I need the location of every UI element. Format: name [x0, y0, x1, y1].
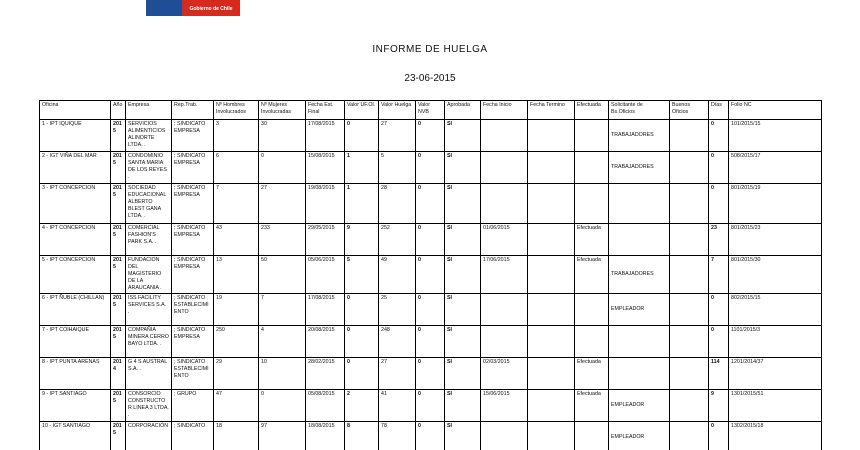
table-cell: 78 — [379, 422, 416, 450]
table-cell: 43 — [214, 224, 259, 256]
table-cell — [481, 184, 528, 224]
table-cell: 5 - IPT CONCEPCION — [40, 256, 111, 294]
table-row — [40, 422, 822, 450]
table-cell — [528, 294, 575, 326]
table-cell: 1101/2015/3 — [729, 326, 822, 358]
table-cell: EMPLEADOR — [609, 422, 670, 450]
table-cell — [670, 256, 709, 294]
table-cell: TRABAJADORES — [609, 256, 670, 294]
table-cell: 1201/2014/37 — [729, 358, 822, 390]
table-cell: 02/03/2015 — [481, 358, 528, 390]
column-header: Valor Huelga — [379, 101, 416, 120]
table-cell: 3 - IPT CONCEPCION — [40, 184, 111, 224]
table-cell: 30 — [259, 120, 306, 152]
table-row — [40, 184, 822, 224]
table-cell: 0 — [416, 294, 445, 326]
table-cell: 17/08/2015 — [306, 294, 345, 326]
table-row — [40, 294, 822, 326]
table-cell: ; GRUPO — [172, 390, 214, 422]
table-cell: 0 — [345, 294, 379, 326]
column-header: Empresa — [126, 101, 172, 120]
table-cell: 47 — [214, 390, 259, 422]
table-cell: 0 — [709, 120, 729, 152]
table-cell: 3 — [214, 120, 259, 152]
table-cell — [575, 422, 609, 450]
table-cell: 19/08/2015 — [306, 184, 345, 224]
table-cell: ISS FACILITY SERVICES S.A. . — [126, 294, 172, 326]
table-cell: 0 — [259, 390, 306, 422]
table-cell: SOCIEDAD EDUCACIONAL ALBERTO BLEST GANA LTDA. . — [126, 184, 172, 224]
table-cell: 4 - IPT CONCEPCION — [40, 224, 111, 256]
table-cell: 0 — [416, 224, 445, 256]
table-cell — [609, 358, 670, 390]
table-cell: SI — [445, 224, 481, 256]
table-cell: 252 — [379, 224, 416, 256]
table-cell — [670, 358, 709, 390]
table-cell: 2015 — [111, 120, 126, 152]
table-cell: 0 — [416, 326, 445, 358]
table-cell — [575, 326, 609, 358]
table-cell — [528, 184, 575, 224]
table-cell — [575, 184, 609, 224]
table-cell: 29 — [214, 358, 259, 390]
table-cell: Efectuada — [575, 224, 609, 256]
table-cell: SERVICIOS ALIMENTICIOS ALINORTE LTDA. . — [126, 120, 172, 152]
table-cell: 2015 — [111, 326, 126, 358]
table-cell: 05/06/2015 — [306, 256, 345, 294]
table-cell: 0 — [709, 326, 729, 358]
table-cell: 27 — [259, 184, 306, 224]
table-cell: 0 — [416, 184, 445, 224]
column-header: Solicitante de Bs.Oficios — [609, 101, 670, 120]
column-header: Valor NVB — [416, 101, 445, 120]
table-cell: 801/2015/30 — [729, 256, 822, 294]
table-cell: 29/05/2015 — [306, 224, 345, 256]
table-cell: 8 — [345, 422, 379, 450]
table-cell: 801/2015/23 — [729, 224, 822, 256]
table-cell: G 4 S AUSTRAL S.A. . — [126, 358, 172, 390]
table-cell: 0 — [416, 390, 445, 422]
table-cell: 250 — [214, 326, 259, 358]
logo-blue-block — [146, 0, 182, 16]
gobierno-de-chile-logo — [146, 0, 240, 16]
table-cell — [481, 294, 528, 326]
table-cell: EMPLEADOR — [609, 390, 670, 422]
table-header-row — [40, 101, 822, 120]
table-cell: ; SINDICATO ESTABLECIMIENTO — [172, 294, 214, 326]
table-cell: 19 — [214, 294, 259, 326]
table-row — [40, 358, 822, 390]
table-cell: ; SINDICATO EMPRESA — [172, 184, 214, 224]
table-cell: 1301/2015/51 — [729, 390, 822, 422]
table-cell: 15/06/2015 — [481, 390, 528, 422]
table-cell: 49 — [379, 256, 416, 294]
table-cell — [528, 422, 575, 450]
table-cell: 0 — [709, 152, 729, 184]
table-cell: ; SINDICATO EMPRESA — [172, 152, 214, 184]
table-cell: 9 — [709, 390, 729, 422]
table-cell — [575, 294, 609, 326]
table-cell: 0 — [416, 256, 445, 294]
table-cell: COMPAÑIA MINERA CERRO BAYO LTDA. . — [126, 326, 172, 358]
table-cell — [575, 152, 609, 184]
table-cell: Efectuada — [575, 358, 609, 390]
table-cell: 0 — [709, 294, 729, 326]
table-cell: 101/2015/15 — [729, 120, 822, 152]
table-cell: SI — [445, 422, 481, 450]
column-header: Efectuada — [575, 101, 609, 120]
table-cell: 7 — [709, 256, 729, 294]
table-cell: 97 — [259, 422, 306, 450]
column-header: Oficina — [40, 101, 111, 120]
table-cell — [528, 256, 575, 294]
column-header: Folio NC — [729, 101, 822, 120]
table-cell — [670, 422, 709, 450]
table-cell: 0 — [345, 120, 379, 152]
column-header: Año — [111, 101, 126, 120]
table-cell: 9 - IPT SANTIAGO — [40, 390, 111, 422]
table-cell: 0 — [416, 358, 445, 390]
table-cell: ; SINDICATO — [172, 422, 214, 450]
strike-report-table — [39, 100, 822, 450]
table-cell — [481, 422, 528, 450]
table-row — [40, 390, 822, 422]
table-cell: COMERCIAL FASHION'S PARK S.A. . — [126, 224, 172, 256]
table-cell: 6 — [214, 152, 259, 184]
column-header: Nº Hombres Involucrados — [214, 101, 259, 120]
table-row — [40, 224, 822, 256]
table-cell: 7 — [259, 294, 306, 326]
table-cell — [670, 294, 709, 326]
table-cell: 10 - IGT SANTIAGO — [40, 422, 111, 450]
table-cell — [609, 224, 670, 256]
column-header: Nº Mujeres Involucradas — [259, 101, 306, 120]
table-cell: 28/02/2015 — [306, 358, 345, 390]
table-cell: 801/2015/19 — [729, 184, 822, 224]
table-cell — [528, 152, 575, 184]
table-cell — [670, 390, 709, 422]
table-cell: 18 — [214, 422, 259, 450]
table-cell: SI — [445, 358, 481, 390]
logo-red-block — [182, 0, 240, 16]
table-cell: 17/06/2015 — [481, 256, 528, 294]
table-cell: 28 — [379, 184, 416, 224]
table-cell: 0 — [416, 152, 445, 184]
table-cell — [670, 224, 709, 256]
table-cell — [481, 152, 528, 184]
table-cell: 7 - IPT COIHAIQUE — [40, 326, 111, 358]
column-header: Aprobada — [445, 101, 481, 120]
table-cell — [528, 358, 575, 390]
table-cell: CONSORCIO CONSTRUCTOR LINEA 3 LTDA. . — [126, 390, 172, 422]
table-cell: 0 — [416, 422, 445, 450]
table-cell: 802/2015/15 — [729, 294, 822, 326]
table-cell: 233 — [259, 224, 306, 256]
table-cell: 15/08/2015 — [306, 152, 345, 184]
column-header: Días — [709, 101, 729, 120]
table-cell: SI — [445, 256, 481, 294]
table-cell: ; SINDICATO EMPRESA — [172, 256, 214, 294]
report-date: 23-06-2015 — [404, 73, 456, 84]
table-cell: 18/08/2015 — [306, 422, 345, 450]
table-cell: CONDOMINIO SANTA MARIA DE LOS REYES . — [126, 152, 172, 184]
table-cell — [528, 120, 575, 152]
table-cell: 27 — [379, 120, 416, 152]
table-cell — [528, 224, 575, 256]
table-cell: 5 — [379, 152, 416, 184]
table-cell: 2 — [345, 390, 379, 422]
table-cell: TRABAJADORES — [609, 152, 670, 184]
table-cell: 41 — [379, 390, 416, 422]
table-cell: SI — [445, 152, 481, 184]
table-cell: Efectuada — [575, 256, 609, 294]
table-cell — [481, 326, 528, 358]
table-cell: 25 — [379, 294, 416, 326]
table-cell — [609, 326, 670, 358]
table-cell: SI — [445, 120, 481, 152]
table-cell: 0 — [345, 358, 379, 390]
table-cell: 2015 — [111, 184, 126, 224]
table-cell: 2014 — [111, 358, 126, 390]
table-cell: 2015 — [111, 422, 126, 450]
table-cell: CORPORACIÓN — [126, 422, 172, 450]
table-cell: ; SINDICATO EMPRESA — [172, 326, 214, 358]
table-cell: 2 - IGT VIÑA DEL MAR — [40, 152, 111, 184]
table-cell — [528, 326, 575, 358]
table-row — [40, 256, 822, 294]
report-title: INFORME DE HUELGA — [372, 44, 488, 55]
table-cell: 1302/2015/18 — [729, 422, 822, 450]
table-cell: 248 — [379, 326, 416, 358]
table-cell: 114 — [709, 358, 729, 390]
table-cell: 17/08/2015 — [306, 120, 345, 152]
table-cell: SI — [445, 294, 481, 326]
table-cell: 2015 — [111, 294, 126, 326]
table-cell: 20/08/2015 — [306, 326, 345, 358]
table-cell: 5 — [345, 256, 379, 294]
table-cell: 4 — [259, 326, 306, 358]
table-cell: 508/2015/17 — [729, 152, 822, 184]
table-cell — [670, 120, 709, 152]
table-cell — [670, 184, 709, 224]
table-cell: 7 — [214, 184, 259, 224]
table-cell: 13 — [214, 256, 259, 294]
table-cell: 1 — [345, 152, 379, 184]
table-cell: ; SINDICATO ESTABLECIMIENTO — [172, 358, 214, 390]
table-row — [40, 152, 822, 184]
table-cell — [575, 120, 609, 152]
table-cell — [670, 326, 709, 358]
table-cell — [481, 120, 528, 152]
table-cell: 2015 — [111, 152, 126, 184]
table-cell: ; SINDICATO EMPRESA — [172, 120, 214, 152]
table-cell: 6 - IPT ÑUBLE (CHILLAN) — [40, 294, 111, 326]
table-cell: 2015 — [111, 390, 126, 422]
table-cell: 23 — [709, 224, 729, 256]
table-cell: 10 — [259, 358, 306, 390]
table-cell: 1 — [345, 184, 379, 224]
table-cell: 27 — [379, 358, 416, 390]
table-cell: 0 — [709, 184, 729, 224]
table-cell: 2015 — [111, 224, 126, 256]
table-cell: 01/06/2015 — [481, 224, 528, 256]
table-row — [40, 120, 822, 152]
table-cell — [609, 184, 670, 224]
column-header: Fecha Est. Final — [306, 101, 345, 120]
table-cell: 05/08/2015 — [306, 390, 345, 422]
table-cell: Efectuada — [575, 390, 609, 422]
table-cell — [670, 152, 709, 184]
column-header: Fecha Inicio — [481, 101, 528, 120]
table-row — [40, 326, 822, 358]
table-cell: SI — [445, 326, 481, 358]
table-cell: FUNDACION DEL MAGISTERIO DE LA ARAUCANIA . — [126, 256, 172, 294]
table-cell — [528, 390, 575, 422]
table-cell: 0 — [259, 152, 306, 184]
table-cell: 0 — [416, 120, 445, 152]
table-cell: ; SINDICATO EMPRESA — [172, 224, 214, 256]
column-header: Valor UF.Ol. — [345, 101, 379, 120]
table-cell: SI — [445, 390, 481, 422]
table-cell: 2015 — [111, 256, 126, 294]
table-cell: 9 — [345, 224, 379, 256]
logo-text: Gobierno de Chile — [189, 6, 233, 12]
table-cell: 0 — [345, 326, 379, 358]
table-cell: TRABAJADORES — [609, 120, 670, 152]
table-cell: EMPLEADOR — [609, 294, 670, 326]
column-header: Buenos Oficios — [670, 101, 709, 120]
table-cell: SI — [445, 184, 481, 224]
table-cell: 50 — [259, 256, 306, 294]
column-header: Rep.Trab. — [172, 101, 214, 120]
table-cell: 0 — [709, 422, 729, 450]
table-cell: 8 - IPT PUNTA ARENAS — [40, 358, 111, 390]
table-cell: 1 - IPT IQUIQUE — [40, 120, 111, 152]
column-header: Fecha Termino — [528, 101, 575, 120]
